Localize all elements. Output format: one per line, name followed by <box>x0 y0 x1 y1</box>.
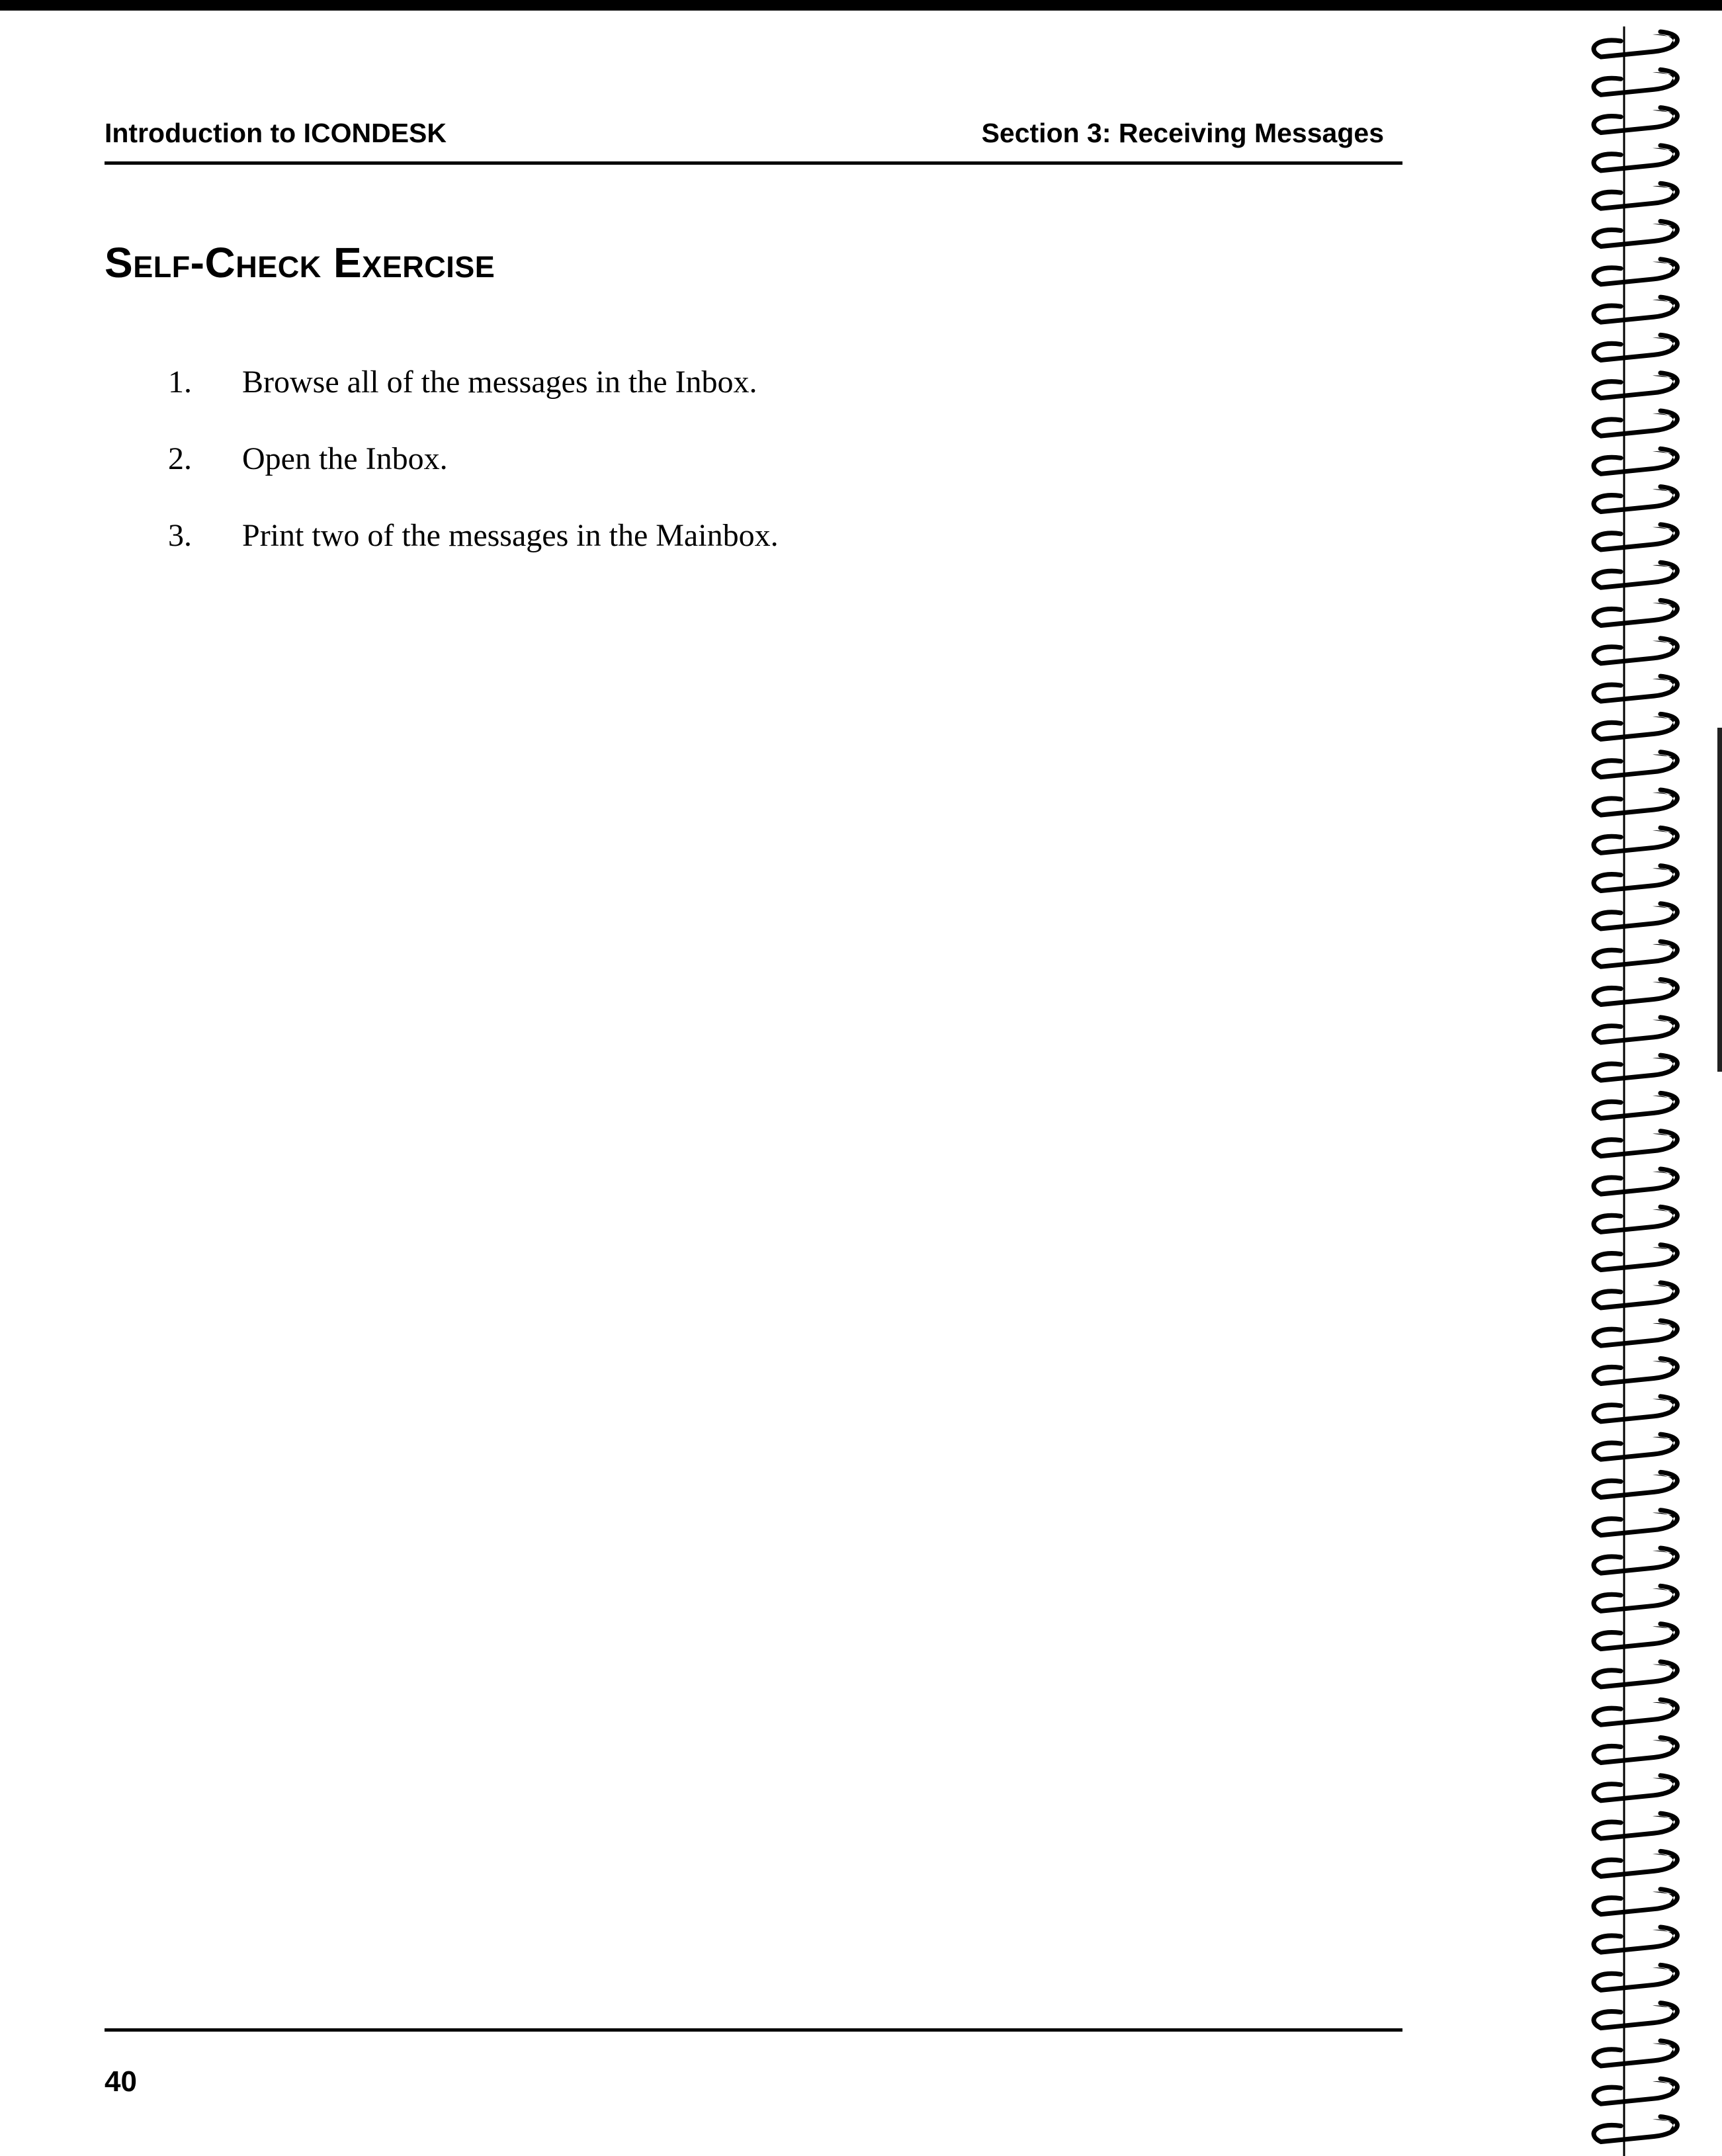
header-section-title: Section 3: Receiving Messages <box>981 118 1384 148</box>
exercise-number: 1. <box>168 365 192 400</box>
header-document-title: Introduction to ICONDESK <box>105 118 447 148</box>
exercise-number: 3. <box>168 518 192 553</box>
page-title: Self-Check Exercise <box>105 239 495 286</box>
exercise-text: Open the Inbox. <box>242 441 448 476</box>
exercise-text: Browse all of the messages in the Inbox. <box>242 365 757 400</box>
exercise-text: Print two of the messages in the Mainbox. <box>242 518 779 553</box>
page-number: 40 <box>105 2065 137 2098</box>
page-top-edge <box>0 0 1722 11</box>
footer-rule <box>105 2028 1402 2032</box>
header-rule <box>105 161 1402 165</box>
running-header <box>105 118 1402 155</box>
spiral-binding-icon <box>1574 26 1707 2156</box>
page-edge-shadow <box>1717 728 1722 1072</box>
exercise-number: 2. <box>168 441 192 476</box>
